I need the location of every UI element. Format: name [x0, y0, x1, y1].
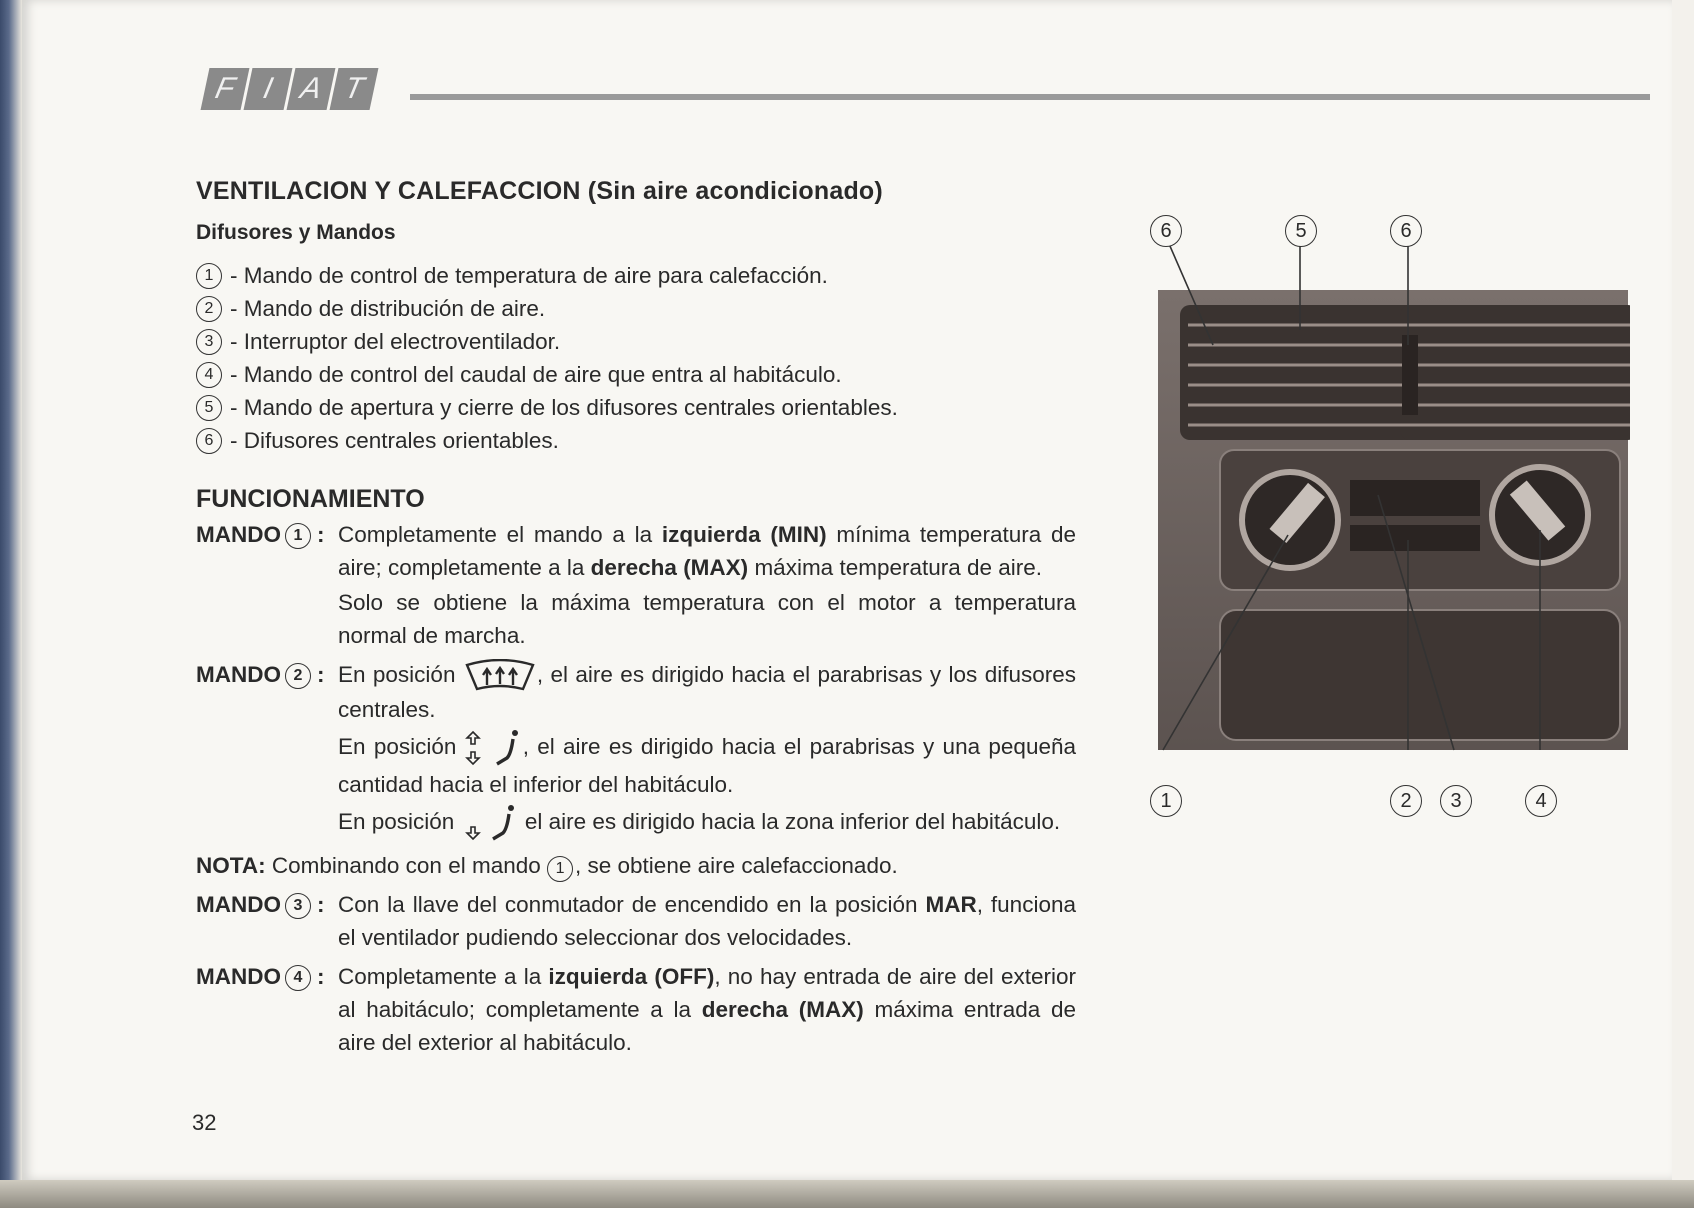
logo-letter: F — [201, 68, 250, 110]
page-title: VENTILACION Y CALEFACCION (Sin aire acondicionado) — [196, 177, 883, 205]
storage-tray — [1220, 610, 1620, 740]
number-badge: 4 — [196, 362, 222, 388]
mando-label: MANDO 4 : — [196, 960, 338, 1061]
text: , el aire es dirigido hacia el parabrisas y los difusores centrales. — [338, 662, 1076, 723]
paragraph — [338, 518, 1076, 584]
callout-5: 5 — [1285, 215, 1317, 247]
mando-label: MANDO 1 : — [196, 518, 338, 654]
text: , funciona el ventilador pudiendo seleccionar dos velocidades. — [338, 892, 1076, 951]
mando-1 — [196, 518, 1076, 654]
legend-text: - Mando de distribución de aire. — [230, 296, 546, 321]
paragraph — [338, 728, 1076, 801]
callout-6: 6 — [1390, 215, 1422, 247]
legend-text: - Difusores centrales orientables. — [230, 428, 559, 453]
mando-text — [338, 658, 1076, 845]
text: Con la llave del conmutador de encendido en la posición — [338, 892, 926, 918]
windscreen-icon — [463, 659, 537, 693]
text: En posición — [338, 662, 456, 687]
fan-switch — [1350, 480, 1480, 516]
legend-item — [196, 424, 1076, 457]
legend-item — [196, 325, 1076, 358]
text: mínima temperatura de aire; completamente a la — [338, 522, 1076, 580]
text: , se obtiene aire calefaccionado. — [575, 853, 898, 879]
legend-text: - Mando de control de temperatura de aire para calefacción. — [230, 263, 828, 288]
bold-text: derecha (MAX) — [590, 555, 749, 580]
paragraph — [338, 803, 1076, 843]
mando-word: MANDO — [196, 522, 281, 547]
mando-word: MANDO — [196, 892, 281, 918]
number-badge: 1 — [285, 523, 311, 549]
callout-6: 6 — [1150, 215, 1182, 247]
text: , no hay entrada de aire del exterior al habitáculo; completamente a la — [338, 964, 1076, 1023]
main-content — [196, 175, 1076, 1065]
text: , el aire es dirigido hacia el parabrisas y una pequeña cantidad hacia el inferior del habitáculo. — [338, 734, 1076, 798]
bold-text: MAR — [925, 892, 977, 918]
fiat-logo — [205, 68, 374, 110]
dashboard-figure — [1150, 210, 1630, 830]
distribution-slider — [1350, 525, 1480, 551]
page-number: 32 — [192, 1110, 217, 1135]
logo-letter: I — [244, 68, 293, 110]
header-rule — [410, 94, 1650, 100]
vent-switch — [1402, 335, 1418, 415]
number-badge: 4 — [285, 965, 311, 991]
legend-item — [196, 358, 1076, 391]
mando-word: MANDO — [196, 662, 281, 687]
section-heading: FUNCIONAMIENTO — [196, 485, 425, 513]
callout-2: 2 — [1390, 785, 1422, 817]
mando-label: MANDO 2 : — [196, 658, 338, 845]
note-label: NOTA: — [196, 853, 266, 879]
legend-item — [196, 259, 1076, 292]
paragraph — [338, 960, 1076, 1059]
text: En posición — [338, 809, 455, 834]
bold-text: izquierda (MIN) — [661, 522, 827, 547]
legend-item — [196, 292, 1076, 325]
mando-2 — [196, 658, 1076, 845]
feet-icon — [461, 803, 519, 843]
text: Completamente el mando a la — [338, 522, 662, 547]
page-subtitle: Difusores y Mandos — [196, 221, 396, 244]
page-bottom-edge — [0, 1180, 1694, 1208]
text: Combinando con el mando — [265, 853, 548, 879]
logo-letter: A — [287, 68, 336, 110]
mando-label: MANDO 3 : — [196, 888, 338, 956]
note — [196, 849, 1076, 882]
dashboard-photo — [1150, 210, 1630, 830]
number-badge: 3 — [196, 329, 222, 355]
paragraph: Solo se obtiene la máxima temperatura con el motor a temperatura normal de marcha. — [338, 590, 1076, 648]
mando-3 — [196, 888, 1076, 956]
paragraph — [338, 888, 1076, 954]
windscreen-and-feet-icon — [465, 728, 523, 768]
mando-4 — [196, 960, 1076, 1061]
legend-list — [196, 259, 1076, 457]
mando-text — [338, 960, 1076, 1061]
legend-text: - Mando de apertura y cierre de los difusores centrales orientables. — [230, 395, 898, 420]
text: Completamente a la — [338, 964, 549, 990]
text: el aire es dirigido hacia la zona inferior del habitáculo. — [518, 809, 1061, 834]
legend-text: - Interruptor del electroventilador. — [230, 329, 561, 354]
text: máxima temperatura de aire. — [748, 555, 1043, 580]
number-badge: 1 — [196, 263, 222, 289]
legend-item — [196, 391, 1076, 424]
number-badge: 2 — [285, 663, 311, 689]
legend-text: - Mando de control del caudal de aire que entra al habitáculo. — [230, 362, 842, 387]
number-badge: 3 — [285, 893, 311, 919]
number-badge: 5 — [196, 395, 222, 421]
number-badge: 2 — [196, 296, 222, 322]
callout-3: 3 — [1440, 785, 1472, 817]
book-spine — [0, 0, 22, 1208]
text: En posición — [338, 734, 457, 759]
text: máxima entrada de aire del exterior al habitáculo. — [338, 997, 1076, 1056]
bold-text: izquierda (OFF) — [548, 964, 715, 990]
callout-4: 4 — [1525, 785, 1557, 817]
mando-text — [338, 888, 1076, 956]
paragraph — [338, 658, 1076, 726]
mando-word: MANDO — [196, 964, 281, 990]
callout-1: 1 — [1150, 785, 1182, 817]
number-badge: 1 — [547, 856, 573, 882]
page-header — [205, 68, 1655, 114]
logo-letter: T — [330, 68, 379, 110]
bold-text: derecha (MAX) — [701, 997, 864, 1023]
number-badge: 6 — [196, 428, 222, 454]
mando-text — [338, 518, 1076, 654]
